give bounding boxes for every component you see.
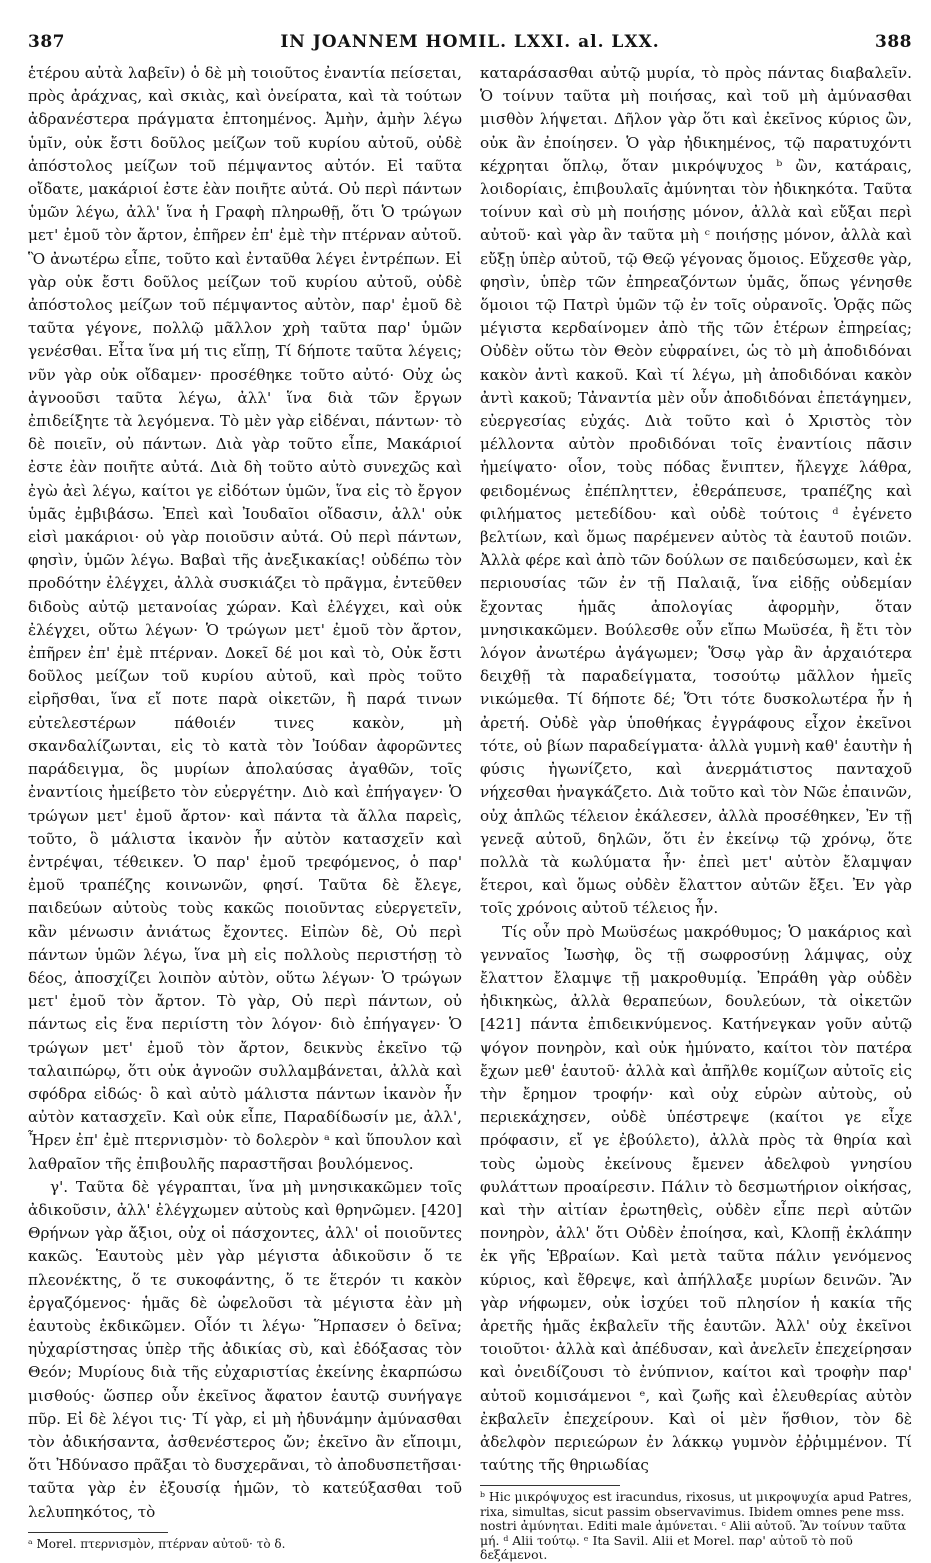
paragraph: ἑτέρου αὐτὰ λαβεῖν) ὁ δὲ μὴ τοιοῦτος ἐναντία πείσεται, πρὸς ἀράχνας, καὶ σκιὰς, καὶ ὀνείρατα, καὶ τὰ τούτων ἀδρανέστερα πράγματα ἐπτοημένος. Ἀμὴν, ἀμὴν λέγω ὑμῖν, οὐκ ἔστι δοῦλος μείζων τοῦ κυρίου αὐτοῦ, οὐδὲ ἀπόστολος μείζων τοῦ πέμψαντος αὐτόν. Εἰ ταῦτα οἴδατε, μακάριοί ἐστε ἐὰν ποιῆτε αὐτά. Οὐ περὶ πάντων ὑμῶν λέγω, ἀλλ' ἵνα ἡ Γραφὴ πληρωθῇ, ὅτι Ὁ τρώγων μετ' ἐμοῦ τὸν ἄρτον, ἐπῆρεν ἐπ' ἐμὲ τὴν πτέρναν αὐτοῦ. Ὃ ἀνωτέρω εἶπε, τοῦτο καὶ ἐνταῦθα λέγει ἐντρέπων. Εἰ γὰρ οὐκ ἔστι δοῦλος μείζων τοῦ κυρίου αὐτοῦ, οὐδὲ ἀπόστολος μείζων τοῦ πέμψαντος αὐτὸν, παρ' ἐμοῦ δὲ ταῦτα γέγονε, πολλῷ μᾶλλον χρὴ ταῦτα παρ' ὑμῶν γενέσθαι. Εἶτα ἵνα μή τις εἴπῃ, Τί δήποτε ταῦτα λέγεις; νῦν γὰρ οὐκ οἴδαμεν· προσέθηκε τοῦτο αὐτό· Οὐχ ὡς ἀγνοοῦσι ταῦτα λέγω, ἀλλ' ἵνα διὰ τῶν ἔργων ἐπιδείξητε τὰ λεγόμενα. Τὸ μὲν γὰρ εἰδέναι, πάντων· τὸ δὲ ποιεῖν, οὐ πάντων. Διὰ γὰρ τοῦτο εἶπε, Μακάριοί ἐστε ἐὰν ποιῆτε αὐτά. Διὰ δὴ τοῦτο αὐτὸ συνεχῶς καὶ ἐγὼ ἀεὶ λέγω, καίτοι γε εἰδότων ὑμῶν, ἵνα εἰς τὸ ἔργον ὑμᾶς ἐμβιβάσω. Ἐπεὶ καὶ Ἰουδαῖοι οἴδασιν, ἀλλ' οὐκ εἰσὶ μακάριοι· οὐ γὰρ ποιοῦσιν αὐτά. Οὐ περὶ πάντων, φησὶν, ὑμῶν λέγω. Βαβαὶ τῆς ἀνεξικακίας! οὐδέπω τὸν προδότην ἐλέγχει, ἀλλὰ συσκιάζει τὸ πρᾶγμα, ἐντεῦθεν διδοὺς αὐτῷ μετανοίας χώραν. Καὶ ἐλέγχει, καὶ οὐκ ἐλέγχει, οὕτω λέγων· Ὁ τρώγων μετ' ἐμοῦ τὸν ἄρτον, ἐπῆρεν ἐπ' ἐμὲ πτέρναν. Δοκεῖ δέ μοι καὶ τὸ, Οὐκ ἔστι δοῦλος μείζων τοῦ κυρίου αὐτοῦ, καὶ πρὸς τοῦτο εἰρῆσθαι, ἵνα εἴ ποτε παρὰ οἰκετῶν, ἢ παρά τινων εὐτελεστέρων πάθοιέν τινες κακὸν, μὴ σκανδαλίζωνται, εἰς τὸ κατὰ τὸν Ἰούδαν ἀφορῶντες παράδειγμα, ὃς μυρίων ἀπολαύσας ἀγαθῶν, τοῖς ἐναντίοις ἠμείβετο τὸν εὐεργέτην. Διὸ καὶ ἐπήγαγεν· Ὁ τρώγων μετ' ἐμοῦ ἄρτον· καὶ πάντα τὰ ἄλλα παρεὶς, τοῦτο, ὃ μάλιστα ἱκανὸν ἦν αὐτὸν κατασχεῖν καὶ ἐντρέψαι, τέθεικεν. Ὁ παρ' ἐμοῦ τρεφόμενος, ὁ παρ' ἐμοῦ τραπέζης κοινωνῶν, φησί. Ταῦτα δὲ ἔλεγε, παιδεύων αὐτοὺς τοὺς κακῶς ποιοῦντας εὐεργετεῖν, κἂν μένωσιν ἀνιάτως ἔχοντες. Εἰπὼν δὲ, Οὐ περὶ πάντων ὑμῶν λέγω, ἵνα μὴ εἰς πολλοὺς περιστήσῃ τὸ δέος, ἀποσχίζει λοιπὸν αὐτὸν, οὕτω λέγων· Ὁ τρώγων μετ' ἐμοῦ τὸν ἄρτον. Τὸ γὰρ, Οὐ περὶ πάντων, οὐ πάντως εἰς ἕνα περιίστη τὸν λόγον· διὸ ἐπήγαγεν· Ὁ τρώγων μετ' ἐμοῦ τὸν ἄρτον, δεικνὺς ἐκεῖνο τῷ ταλαιπώρῳ, ὅτι οὐκ ἀγνοῶν συλλαμβάνεται, ἀλλὰ καὶ σφόδρα εἰδώς· ὃ καὶ αὐτὸ μάλιστα πάντων ἱκανὸν ἦν αὐτὸν κατασχεῖν. Καὶ οὐκ εἶπε, Παραδίδωσίν με, ἀλλ', Ἦρεν ἐπ' ἐμὲ πτερνισμὸν· τὸ δολερὸν ᵃ καὶ ὕπουλον καὶ λαθραῖον τῆς ἐπιβουλῆς παραστῆσαι βουλόμενος. — [28, 64, 462, 1173]
footnote: ᵃ Morel. πτερνισμὸν, πτέρναν αὐτοῦ· τὸ δ. — [28, 1536, 286, 1551]
footnote: ᵇ Hic μικρόψυχος est iracundus, rixosus, ut μικροψυχία apud Patres, rixa, simultas, sicut passim observavimus. Ibidem omnes pene mss. nostri ἀμύνηται. Editi male ἀμύνεται. ᶜ Alii αὐτοῦ. Ἂν τοίνυν ταῦτα μή. ᵈ Alii τούτῳ. ᵉ Ita Savil. Alii et Morel. παρ' αὐτοῦ τὸ ποῦ δεξάμενοι. — [480, 1489, 912, 1563]
page-number-right: 388 — [875, 32, 912, 52]
right-column — [480, 62, 912, 1563]
paragraph: γ'. Ταῦτα δὲ γέγραπται, ἵνα μὴ μνησικακῶμεν τοῖς ἀδικοῦσιν, ἀλλ' ἐλέγχωμεν αὐτοὺς καὶ θρηνῶμεν. [420] Θρήνων γὰρ ἄξιοι, οὐχ οἱ πάσχοντες, ἀλλ' οἱ ποιοῦντες κακῶς. Ἑαυτοὺς μὲν γὰρ μέγιστα ἀδικοῦσιν ὅ τε πλεονέκτης, ὅ τε συκοφάντης, ὅ τε ἕτερόν τι κακὸν ἐργαζόμενος· ἡμᾶς δὲ ὠφελοῦσι τὰ μέγιστα ἐὰν μὴ ἑαυτοὺς ἐκδικῶμεν. Οἷόν τι λέγω· Ἥρπασεν ὁ δεῖνα; ηὐχαρίστησας ὑπὲρ τῆς ἀδικίας σὺ, καὶ ἐδόξασας τὸν Θεόν; Μυρίους διὰ τῆς εὐχαριστίας ἐκείνης ἐκαρπώσω μισθούς· ὥσπερ οὖν ἐκεῖνος ἄφατον ἑαυτῷ συνήγαγε πῦρ. Εἰ δὲ λέγοι τις· Τί γὰρ, εἰ μὴ ἠδυνάμην ἀμύνασθαι τὸν ἀδικήσαντα, ἀσθενέστερος ὤν; ἐκεῖνο ἂν εἴποιμι, ὅτι Ἠδύνασο πρᾶξαι τὸ δυσχερᾶναι, τὸ ἀποδυσπετῆσαι· ταῦτα γὰρ ἐν ἐξουσίᾳ ἡμῶν, τὸ κατεύξασθαι τοῦ λελυπηκότος, τὸ — [28, 1177, 462, 1521]
paragraph: καταράσασθαι αὐτῷ μυρία, τὸ πρὸς πάντας διαβαλεῖν. Ὁ τοίνυν ταῦτα μὴ ποιήσας, καὶ τοῦ μὴ ἀμύνασθαι μισθὸν λήψεται. Δῆλον γὰρ ὅτι καὶ ἐκεῖνος κύριος ὢν, οὐκ ἂν ἐποίησεν. Ὁ γὰρ ἠδικημένος, τῷ παρατυχόντι κέχρηται ὅπλῳ, ὅταν μικρόψυχος ᵇ ὢν, κατάραις, λοιδορίαις, ἐπιβουλαῖς ἀμύνηται τὸν ἠδικηκότα. Ταῦτα τοίνυν καὶ σὺ μὴ ποιήσῃς μόνον, ἀλλὰ καὶ εὔξαι περὶ αὐτοῦ· καὶ γὰρ ἂν ταῦτα μὴ ᶜ ποιήσῃς μόνον, ἀλλὰ καὶ εὔξῃ ὑπὲρ αὐτοῦ, τῷ Θεῷ γέγονας ὅμοιος. Εὔχεσθε γὰρ, φησὶν, ὑπὲρ τῶν ἐπηρεαζόντων ὑμᾶς, ὅπως γένησθε ὅμοιοι τῷ Πατρὶ ὑμῶν τῷ ἐν τοῖς οὐρανοῖς. Ὁρᾷς πῶς μέγιστα κερδαίνομεν ἀπὸ τῆς τῶν ἑτέρων ἐπηρείας; Οὐδὲν οὕτω τὸν Θεὸν εὐφραίνει, ὡς τὸ μὴ ἀποδιδόναι κακὸν ἀντὶ κακοῦ. Καὶ τί λέγω, μὴ ἀποδιδόναι κακὸν ἀντὶ κακοῦ; Τἀναντία μὲν οὖν ἀποδιδόναι ἐπετάγημεν, εὐεργεσίας εὐχάς. Διὰ τοῦτο καὶ ὁ Χριστὸς τὸν μέλλοντα αὐτὸν προδιδόναι τοῖς ἐναντίοις πᾶσιν ἠμείψατο· οἷον, τοὺς πόδας ἔνιπτεν, ἤλεγχε λάθρα, φειδομένως ἐπέπληττεν, ἐθεράπευσε, τραπέζης καὶ φιλήματος μετεδίδου· καὶ οὐδὲ τούτοις ᵈ ἐγένετο βελτίων, καὶ ὅμως παρέμενεν αὐτὸς τὰ ἑαυτοῦ ποιῶν. Ἀλλὰ φέρε καὶ ἀπὸ τῶν δούλων σε παιδεύσωμεν, καὶ ἐκ περιουσίας τῶν ἐν τῇ Παλαιᾷ, ἵνα εἰδῇς οὐδεμίαν ἔχοντας ἡμᾶς ἀπολογίας ἀφορμὴν, ὅταν μνησικακῶμεν. Βούλεσθε οὖν εἴπω Μωϋσέα, ἢ ἔτι τὸν λόγον ἀνωτέρω ἀγάγωμεν; Ὅσῳ γὰρ ἂν ἀρχαιότερα δειχθῇ τὰ παραδείγματα, τοσούτῳ μᾶλλον ἡμεῖς νικώμεθα. Τί δήποτε δέ; Ὅτι τότε δυσκολωτέρα ἦν ἡ ἀρετή. Οὐδὲ γὰρ ὑποθήκας ἐγγράφους εἶχον ἐκεῖνοι τότε, οὐ βίων παραδείγματα· ἀλλὰ γυμνὴ καθ' ἑαυτὴν ἡ φύσις ἠγωνίζετο, καὶ ἀνερμάτιστος πανταχοῦ νήχεσθαι ἠναγκάζετο. Διὰ τοῦτο καὶ τὸν Νῶε ἐπαινῶν, οὐχ ἁπλῶς τέλειον ἐκάλεσεν, ἀλλὰ προσέθηκεν, Ἐν τῇ γενεᾷ αὐτοῦ, δηλῶν, ὅτι ἐν ἐκείνῳ τῷ χρόνῳ, ὅτε πολλὰ τὰ κωλύματα ἦν· ἐπεὶ μετ' αὐτὸν ἔλαμψαν ἕτεροι, καὶ ὅμως οὐδὲν ἔλαττον αὐτῶν ἔξει. Ἐν γὰρ τοῖς χρόνοις αὐτοῦ τέλειος ἦν. — [480, 64, 912, 918]
paragraph: Τίς οὖν πρὸ Μωϋσέως μακρόθυμος; Ὁ μακάριος καὶ γενναῖος Ἰωσὴφ, ὃς τῇ σωφροσύνῃ λάμψας, οὐχ ἔλαττον ἔλαμψε τῇ μακροθυμίᾳ. Ἐπράθη γὰρ οὐδὲν ἠδικηκὼς, ἀλλὰ θεραπεύων, δουλεύων, τὰ οἰκετῶν [421] πάντα ἐπιδεικνύμενος. Κατήνεγκαν γοῦν αὐτῷ ψόγον πονηρὸν, καὶ οὐκ ἠμύνατο, καίτοι τὸν πατέρα ἔχων μεθ' ἑαυτοῦ· ἀλλὰ καὶ ἀπῆλθε κομίζων αὐτοῖς εἰς τὴν ἔρημον τροφήν· καὶ οὐχ εὑρὼν αὐτοὺς, οὐ περιεκάχησεν, οὐδὲ ὑπέστρεψε (καίτοι γε εἶχε πρόφασιν, εἴ γε ἐβούλετο), ἀλλὰ πρὸς τὰ θηρία καὶ τοὺς ὠμοὺς ἐκείνους ἔμενεν ἀδελφοὺ γνησίου φυλάττων προαίρεσιν. Πάλιν τὸ δεσμωτήριον οἰκήσας, καὶ τὴν αἰτίαν ἐρωτηθεὶς, οὐδὲν εἶπε περὶ αὐτῶν πονηρὸν, ἀλλ' ὅτι Οὐδὲν ἐποίησα, καὶ, Κλοπῇ ἐκλάπην ἐκ γῆς Ἑβραίων. Καὶ μετὰ ταῦτα πάλιν γενόμενος κύριος, καὶ ἔθρεψε, καὶ ἀπήλλαξε μυρίων δεινῶν. Ἂν γὰρ νήφωμεν, οὐκ ἰσχύει τοῦ πλησίον ἡ κακία τῆς ἀρετῆς ἡμᾶς ἐκβαλεῖν τῆς ἑαυτῶν. Ἀλλ' οὐχ ἐκεῖνοι τοιοῦτοι· ἀλλὰ καὶ ἀπέδυσαν, καὶ ἀνελεῖν ἐπεχείρησαν καὶ ὀνειδίζουσι τὸ ἐνύπνιον, καίτοι καὶ τροφὴν παρ' αὐτοῦ κομισάμενοι ᵉ, καὶ ζωῆς καὶ ἐλευθερίας αὐτὸν ἐκβαλεῖν ἐπεχείρουν. Καὶ οἱ μὲν ἥσθιον, τὸν δὲ ἀδελφὸν περιεώρων ἐν λάκκῳ γυμνὸν ἐῤῥιμμένον. Τί ταύτης τῆς θηριωδίας — [480, 922, 912, 1475]
running-header — [28, 32, 912, 54]
running-title: IN JOANNEM HOMIL. LXXI. al. LXX. — [280, 32, 660, 52]
left-column — [28, 62, 462, 1551]
footnote-rule — [28, 1532, 168, 1533]
page-number-left: 387 — [28, 32, 65, 52]
footnote-rule — [480, 1485, 620, 1486]
